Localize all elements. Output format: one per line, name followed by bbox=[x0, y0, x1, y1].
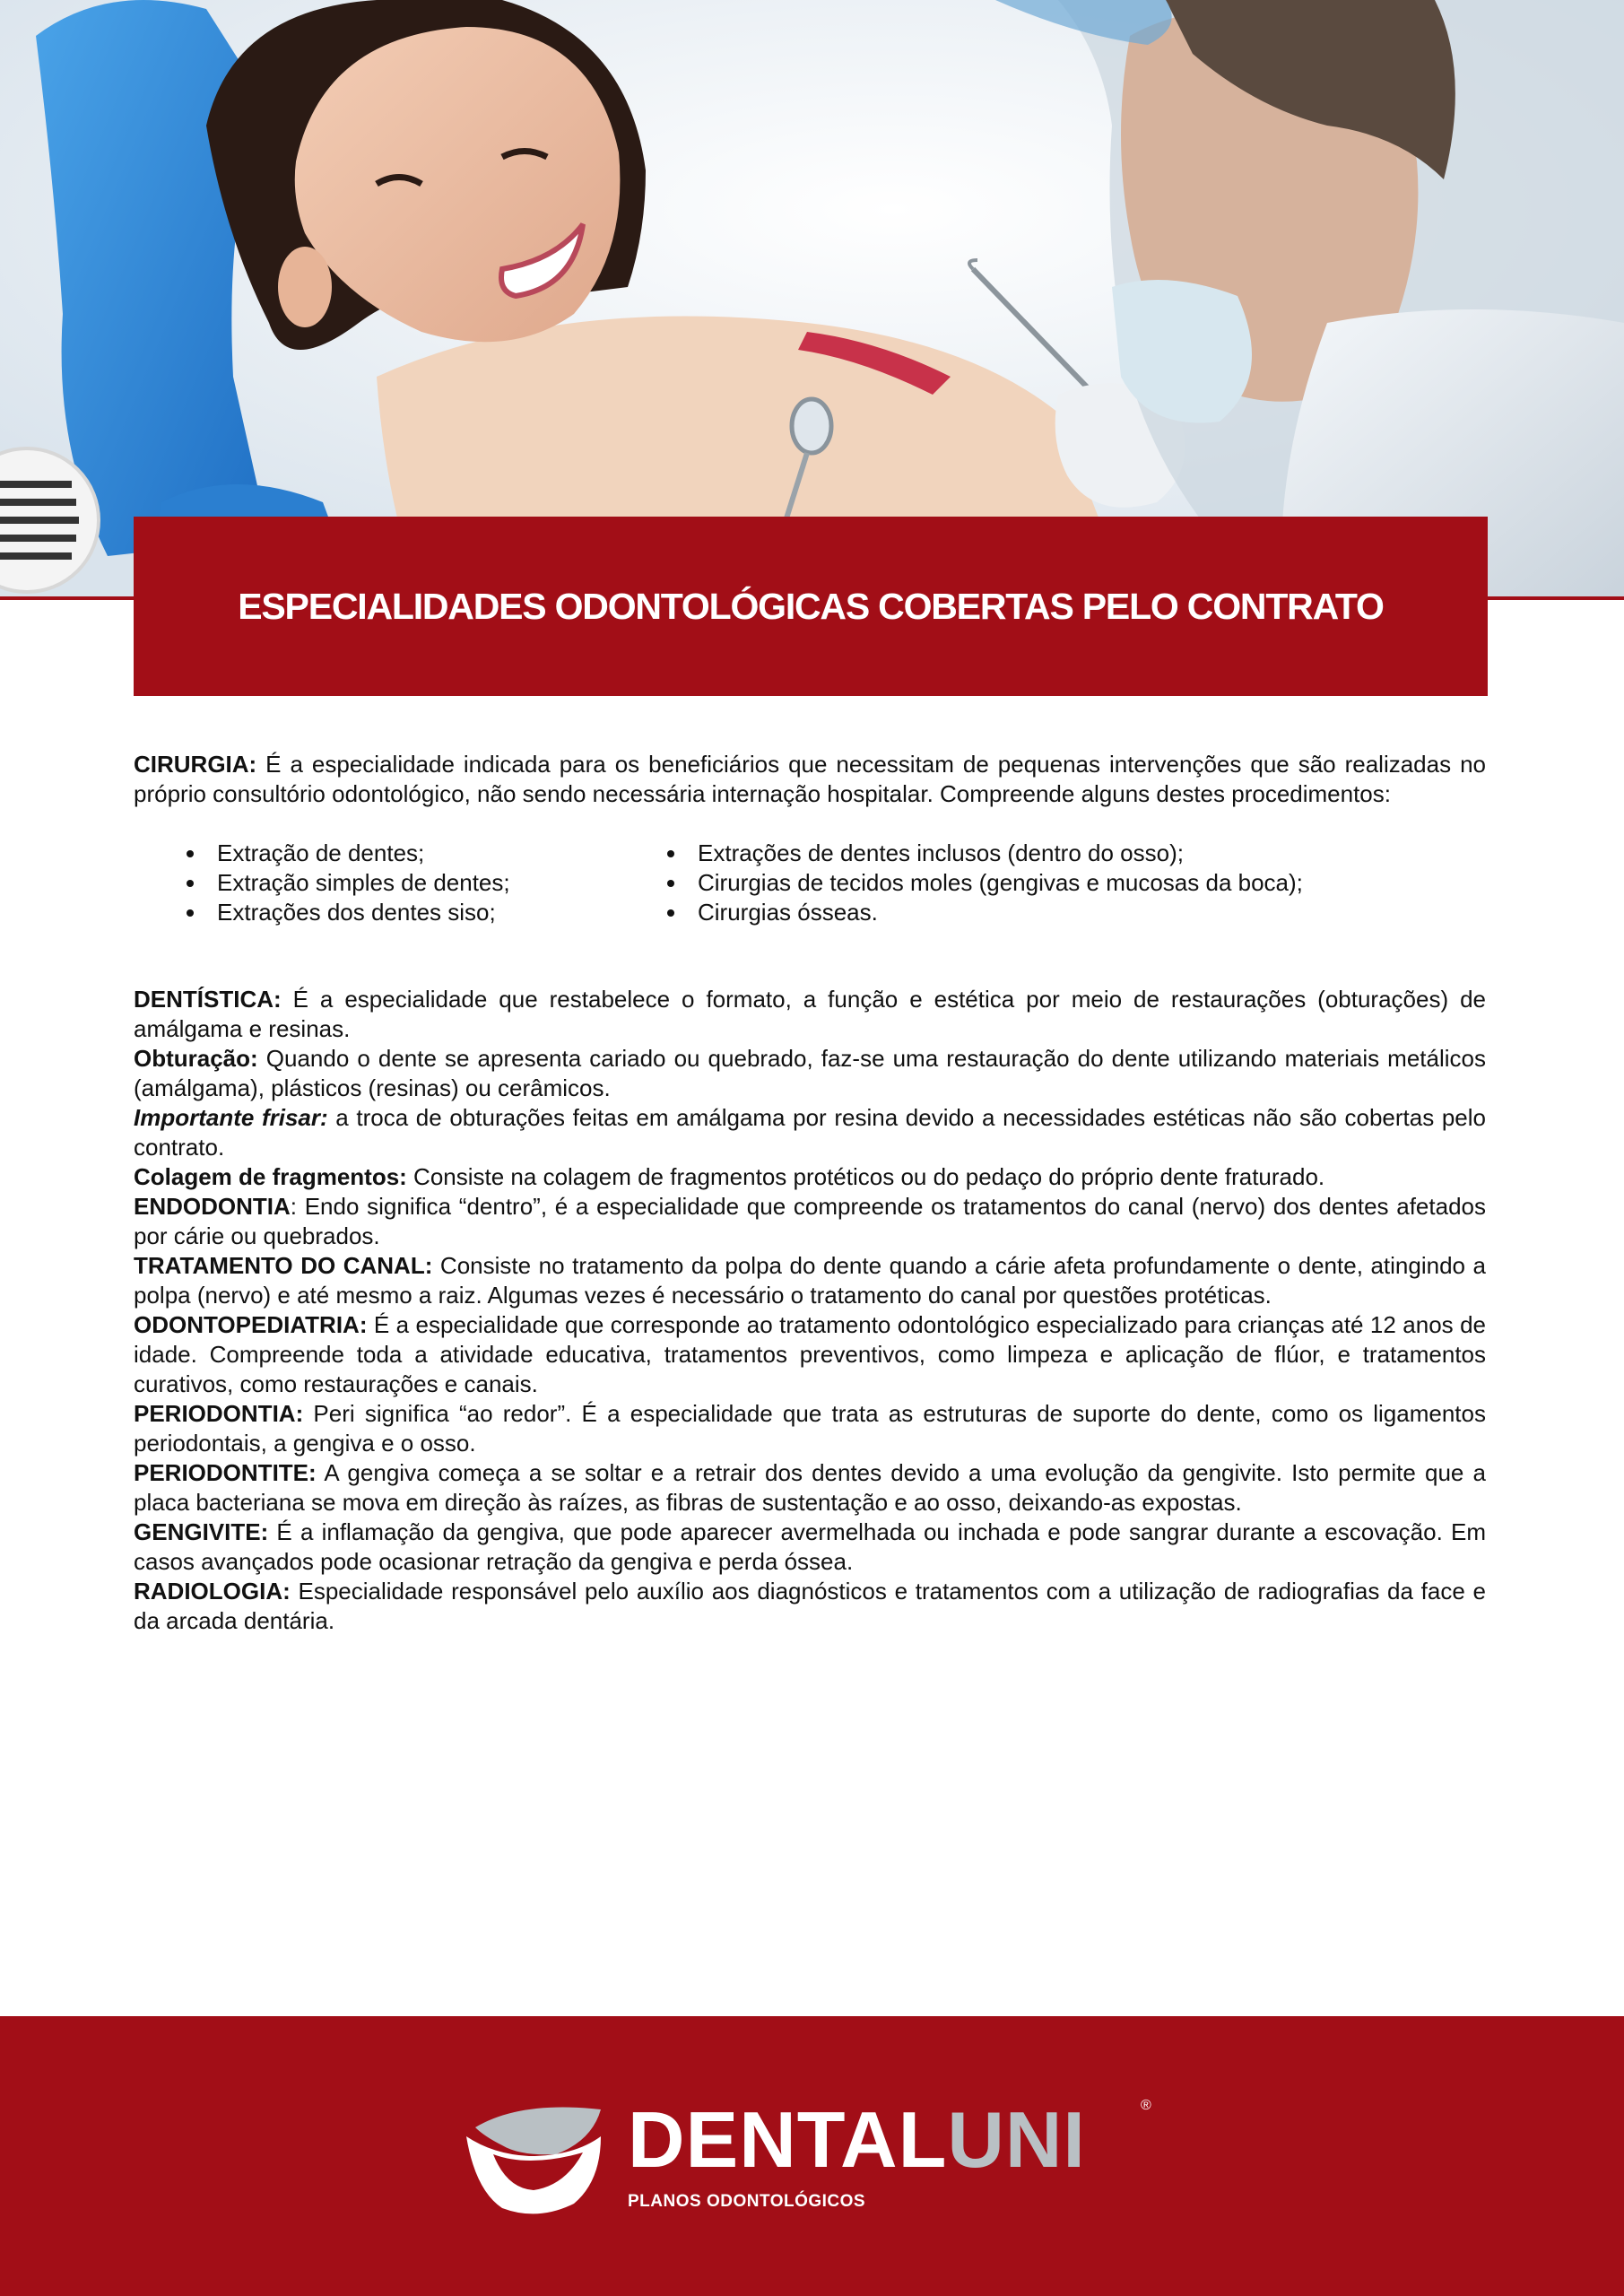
periodontia-paragraph bbox=[134, 1399, 1486, 1458]
cirurgia-text: É a especialidade indicada para os beneficiários que necessitam de pequenas intervenções que são realizadas no próprio consultório odontológico, não sendo necessária internação hospitalar. Compreende alguns destes procedimentos: bbox=[134, 751, 1486, 807]
cirurgia-paragraph bbox=[134, 750, 1486, 809]
periodontia-text: Peri significa “ao redor”. É a especialidade que trata as estruturas de suporte do dente, como os ligamentos periodontais, a gengiva e o osso. bbox=[134, 1400, 1486, 1457]
gengivite-text: É a inflamação da gengiva, que pode aparecer avermelhada ou inchada e pode sangrar durante a escovação. Em casos avançados pode ocasionar retração da gengiva e perda óssea. bbox=[134, 1518, 1486, 1575]
list-item: Extrações de dentes inclusos (dentro do osso); bbox=[667, 839, 1474, 868]
gengivite-label: GENGIVITE: bbox=[134, 1518, 269, 1545]
logo-swoosh-icon bbox=[466, 2100, 610, 2217]
logo-wordmark bbox=[628, 2095, 1086, 2184]
periodontia-label: PERIODONTIA: bbox=[134, 1400, 304, 1427]
radiologia-text: Especialidade responsável pelo auxílio aos diagnósticos e tratamentos com a utilização de radiografias da face e da arcada dentária. bbox=[134, 1578, 1486, 1634]
colagem-text: Consiste na colagem de fragmentos protéticos ou do pedaço do próprio dente fraturado. bbox=[406, 1163, 1325, 1190]
canal-text: Consiste no tratamento da polpa do dente quando a cárie afeta profundamente o dente, atingindo a polpa (nervo) e até mesmo a raiz. Algumas vezes é necessário o tratamento do canal por questões protéticas. bbox=[134, 1252, 1486, 1309]
odontopediatria-paragraph bbox=[134, 1310, 1486, 1399]
procedures-list-left bbox=[134, 839, 667, 927]
main-content bbox=[134, 750, 1486, 1636]
importante-paragraph bbox=[134, 1103, 1486, 1162]
colagem-paragraph bbox=[134, 1162, 1486, 1192]
page-title: ESPECIALIDADES ODONTOLÓGICAS COBERTAS PELO CONTRATO bbox=[238, 585, 1384, 627]
radiologia-label: RADIOLOGIA: bbox=[134, 1578, 291, 1605]
importante-label: Importante frisar: bbox=[134, 1104, 328, 1131]
list-item: Cirurgias de tecidos moles (gengivas e mucosas da boca); bbox=[667, 868, 1474, 898]
endodontia-text: : Endo significa “dentro”, é a especialidade que compreende os tratamentos do canal (nervo) dos dentes afetados por cárie ou quebrados. bbox=[134, 1193, 1486, 1249]
gengivite-paragraph bbox=[134, 1518, 1486, 1577]
endodontia-label: ENDODONTIA bbox=[134, 1193, 291, 1220]
dentistica-paragraph bbox=[134, 985, 1486, 1044]
odontopediatria-label: ODONTOPEDIATRIA: bbox=[134, 1311, 368, 1338]
header-photo bbox=[0, 0, 1624, 599]
list-item: Extração simples de dentes; bbox=[187, 868, 667, 898]
list-item: Extração de dentes; bbox=[187, 839, 667, 868]
obturacao-text: Quando o dente se apresenta cariado ou quebrado, faz-se uma restauração do dente utilizando materiais metálicos (amálgama), plásticos (resinas) ou cerâmicos. bbox=[134, 1045, 1486, 1101]
canal-paragraph bbox=[134, 1251, 1486, 1310]
list-item: Extrações dos dentes siso; bbox=[187, 898, 667, 927]
list-item: Cirurgias ósseas. bbox=[667, 898, 1474, 927]
periodontite-label: PERIODONTITE: bbox=[134, 1459, 317, 1486]
periodontite-text: A gengiva começa a se soltar e a retrair dos dentes devido a uma evolução da gengivite. Isto permite que a placa bacteriana se mova em direção às raízes, as fibras de sustentação e ao osso, deixando-as expostas. bbox=[134, 1459, 1486, 1516]
importante-text: a troca de obturações feitas em amálgama por resina devido a necessidades estéticas não são cobertas pelo contrato. bbox=[134, 1104, 1487, 1161]
title-banner bbox=[134, 517, 1488, 696]
obturacao-label: Obturação: bbox=[134, 1045, 258, 1072]
radiologia-paragraph bbox=[134, 1577, 1486, 1636]
dentaluni-logo bbox=[466, 2095, 1166, 2224]
colagem-label: Colagem de fragmentos: bbox=[134, 1163, 407, 1190]
procedures-list-right bbox=[667, 839, 1474, 927]
dental-scene-illustration bbox=[0, 0, 1624, 599]
periodontite-paragraph bbox=[134, 1458, 1486, 1518]
logo-tagline: PLANOS ODONTOLÓGICOS bbox=[628, 2192, 866, 2211]
endodontia-paragraph bbox=[134, 1192, 1486, 1251]
logo-word-uni: UNI bbox=[947, 2095, 1086, 2184]
dentistica-label: DENTÍSTICA: bbox=[134, 986, 282, 1013]
footer-band bbox=[0, 2016, 1624, 2296]
cirurgia-label: CIRURGIA: bbox=[134, 751, 257, 778]
obturacao-paragraph bbox=[134, 1044, 1486, 1103]
odontopediatria-text: É a especialidade que corresponde ao tratamento odontológico especializado para crianças até 12 anos de idade. Compreende toda a atividade educativa, tratamentos preventivos, como limpeza e aplicação de flúor, e tratamentos curativos, como restaurações e canais. bbox=[134, 1311, 1486, 1397]
registered-mark: ® bbox=[1141, 2098, 1151, 2113]
canal-label: TRATAMENTO DO CANAL: bbox=[134, 1252, 433, 1279]
dentistica-text: É a especialidade que restabelece o formato, a função e estética por meio de restaurações (obturações) de amálgama e resinas. bbox=[134, 986, 1486, 1042]
logo-word-dental: DENTAL bbox=[628, 2095, 948, 2184]
cirurgia-procedures bbox=[134, 839, 1486, 927]
